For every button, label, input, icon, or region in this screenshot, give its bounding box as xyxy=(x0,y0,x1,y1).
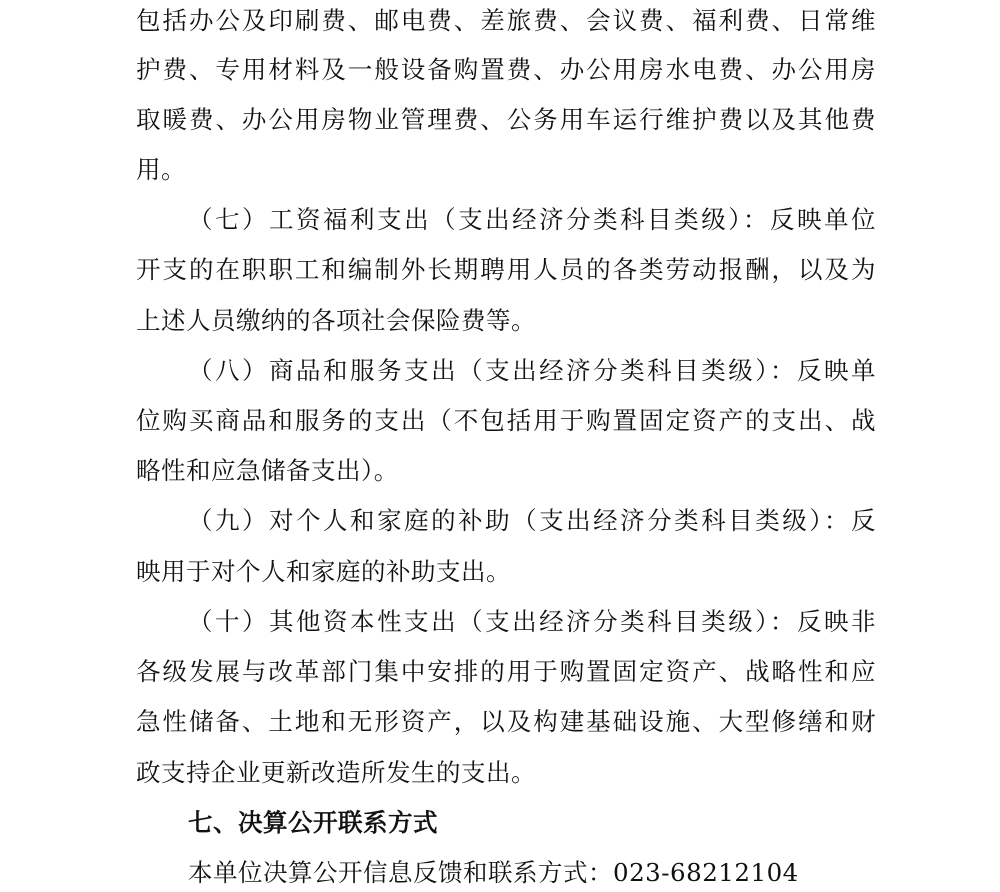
section-heading: 七、决算公开联系方式 xyxy=(188,808,438,837)
paragraph-line: 用。 xyxy=(136,155,186,184)
section-eight-first-line: （八）商品和服务支出（支出经济分类科目类级）：反映单 xyxy=(188,356,876,385)
contact-line: 本单位决算公开信息反馈和联系方式：023-68212104 xyxy=(188,858,799,887)
paragraph-line: 位购买商品和服务的支出（不包括用于购置固定资产的支出、战 xyxy=(136,406,876,435)
paragraph-line: 护费、专用材料及一般设备购置费、办公用房水电费、办公用房 xyxy=(136,55,876,84)
paragraph-line: 急性储备、土地和无形资产，以及构建基础设施、大型修缮和财 xyxy=(136,707,876,736)
paragraph-line: 开支的在职职工和编制外长期聘用人员的各类劳动报酬，以及为 xyxy=(136,255,876,284)
paragraph-line: 各级发展与改革部门集中安排的用于购置固定资产、战略性和应 xyxy=(136,657,876,686)
section-seven-first-line: （七）工资福利支出（支出经济分类科目类级）：反映单位 xyxy=(188,205,876,234)
section-nine-first-line: （九）对个人和家庭的补助（支出经济分类科目类级）：反 xyxy=(188,506,876,535)
paragraph-line: 取暖费、办公用房物业管理费、公务用车运行维护费以及其他费 xyxy=(136,105,876,134)
paragraph-line: 略性和应急储备支出）。 xyxy=(136,456,399,485)
paragraph-line: 包括办公及印刷费、邮电费、差旅费、会议费、福利费、日常维 xyxy=(136,6,876,35)
section-ten-first-line: （十）其他资本性支出（支出经济分类科目类级）：反映非 xyxy=(188,607,876,636)
paragraph-line: 上述人员缴纳的各项社会保险费等。 xyxy=(136,306,536,335)
paragraph-line: 映用于对个人和家庭的补助支出。 xyxy=(136,557,511,586)
paragraph-line: 政支持企业更新改造所发生的支出。 xyxy=(136,758,536,787)
